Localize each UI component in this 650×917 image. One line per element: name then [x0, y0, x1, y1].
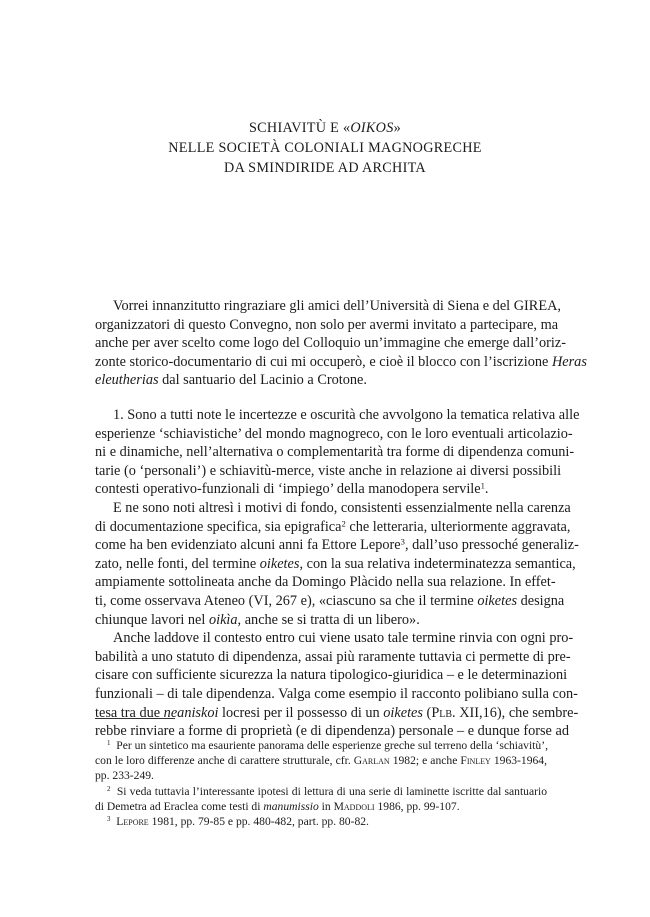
text-line: cisare con sufficiente sicurezza la natura tipologico-giuridica – e le determinazioni: [95, 667, 568, 684]
title-line-3: DA SMINDIRIDE AD ARCHITA: [224, 160, 426, 176]
title-line-1: SCHIAVITÙ E «OIKOS»: [248, 120, 402, 136]
text-line: eleutherias dal santuario del Lacinio a Crotone.: [95, 372, 367, 389]
footnote-ref: 3: [400, 536, 405, 547]
intro-paragraph: [95, 297, 587, 390]
footnote-line: con le loro differenze anche di carattere strutturale, cfr. Garlan 1982; e anche Finley 1963-1964,: [95, 754, 547, 768]
text-line: di documentazione specifica, sia epigrafica$^2$ che letteraria, ulteriormente aggravata,: [95, 517, 571, 535]
text-line: ni e dinamiche, nell’alternativa o complementarità tra forme di dipendenza comuni-: [95, 444, 575, 461]
footnote-ref: 2: [341, 517, 346, 528]
text-line: zato, nelle fonti, del termine oiketes, con la sua relativa indeterminatezza semantica,: [95, 555, 576, 572]
footnote-line: pp. 233-249.: [95, 769, 154, 783]
text-line: organizzatori di questo Convegno, non solo per avermi invitato a partecipare, ma: [95, 316, 559, 333]
text-line: tarie (o ‘personali’) e schiavitù-merce, viste anche in relazione ai diversi possibili: [95, 462, 562, 479]
footnote-line: di Demetra ad Eraclea come testi di manumissio in Maddoli 1986, pp. 99-107.: [95, 799, 460, 813]
text-line: 1. Sono a tutti note le incertezze e oscurità che avvolgono la tematica relativa alle: [113, 407, 580, 423]
footnote-line: $^2$ Si veda tuttavia l’interessante ipotesi di lettura di una serie di laminette iscritte dal santuario: [107, 784, 547, 798]
section-1-body: [95, 406, 580, 741]
text-line: chiunque lavori nel oikìa, anche se si tratta di un libero».: [95, 611, 420, 628]
text-line: Vorrei innanzitutto ringraziare gli amici dell’Università di Siena e del GIREA,: [113, 298, 561, 314]
text-line: zonte storico-documentario di cui mi occuperò, e cioè il blocco con l’iscrizione Heras: [95, 353, 587, 370]
text-line: ti, come osservava Ateneo (VI, 267 e), «ciascuno sa che il termine oiketes designa: [95, 592, 565, 609]
text-line: esperienze ‘schiavistiche’ del mondo magnogreco, con le loro eventuali articolazio-: [95, 425, 573, 442]
footnote-line: $^3$ Lepore 1981, pp. 79-85 e pp. 480-482, part. pp. 80-82.: [107, 815, 369, 829]
text-line: Anche laddove il contesto entro cui viene usato tale termine rinvia con ogni pro-: [113, 630, 574, 647]
text-line: funzionali – di tale dipendenza. Valga come esempio il racconto polibiano sulla con-: [95, 685, 578, 702]
text-line: tesa tra due neaniskoi locresi per il possesso di un oiketes (Plb. XII,16), che sembre-: [95, 704, 579, 721]
title-line-2: NELLE SOCIETÀ COLONIALI MAGNOGRECHE: [168, 140, 482, 156]
footnote-ref: 1: [480, 480, 485, 491]
footnote-separator: [95, 718, 175, 719]
text-line: ampiamente sottolineata anche da Domingo Plàcido nella sua relazione. In effet-: [95, 574, 556, 591]
text-line: come ha ben evidenziato alcuni anni fa Ettore Lepore$^3$, dall’uso pressoché generaliz-: [95, 536, 579, 554]
text-line: rebbe rinviare a forme di proprietà (e di dipendenza) personale – e dunque forse ad: [95, 723, 569, 740]
footnotes: [95, 738, 547, 829]
text-line: babilità a uno statuto di dipendenza, assai più raramente tuttavia ci permette di pre-: [95, 648, 571, 665]
chapter-title: [0, 118, 650, 178]
footnote-line: $^1$ Per un sintetico ma esauriente panorama delle esperienze greche sul terreno della ‘schiavitù’,: [107, 739, 548, 752]
text-line: contesti operativo-funzionali di ‘impiego’ della manodopera servile$^1$.: [95, 480, 489, 498]
text-line: E ne sono noti altresì i motivi di fondo, consistenti essenzialmente nella carenza: [113, 499, 571, 516]
text-line: anche per aver scelto come logo del Colloquio un’immagine che emerge dall’oriz-: [95, 335, 566, 352]
